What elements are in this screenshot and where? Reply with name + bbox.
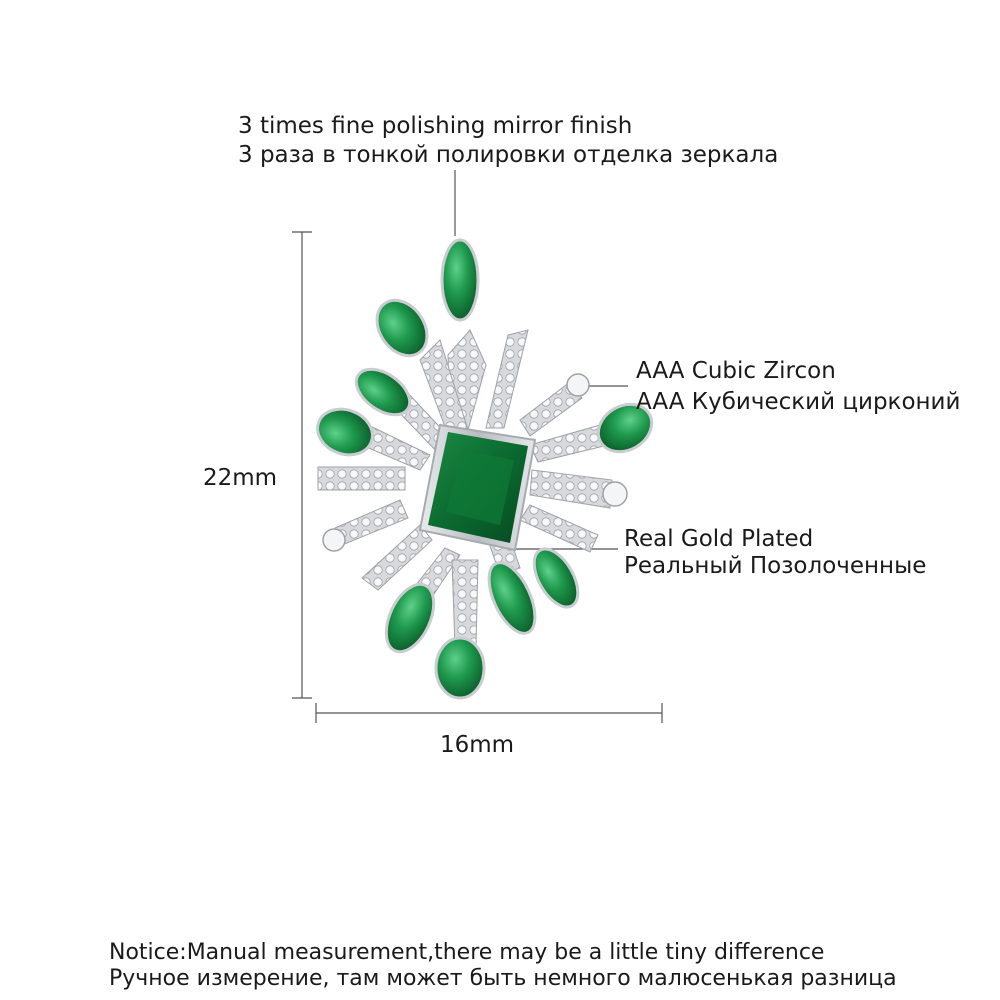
center-stone — [420, 425, 535, 550]
height-dimension-label: 22mm — [203, 465, 278, 491]
polish-label-ru: 3 раза в тонкой полировки отделка зеркала — [238, 142, 779, 168]
notice-en: Notice:Manual measurement,there may be a little tiny difference — [109, 940, 825, 965]
gold-label-en: Real Gold Plated — [624, 526, 814, 552]
width-dimension-label: 16mm — [440, 732, 515, 758]
zircon-label-ru: AAA Кубический цирконий — [636, 389, 961, 415]
height-dimension-line — [292, 232, 312, 698]
notice-ru: Ручное измерение, там может быть немного малюсенькая разница — [109, 966, 897, 991]
polish-label-en: 3 times fine polishing mirror finish — [238, 113, 633, 139]
zircon-label-en: AAA Cubic Zircon — [636, 358, 836, 384]
gold-label-ru: Реальный Позолоченные — [624, 553, 927, 579]
width-dimension-line — [316, 703, 662, 723]
